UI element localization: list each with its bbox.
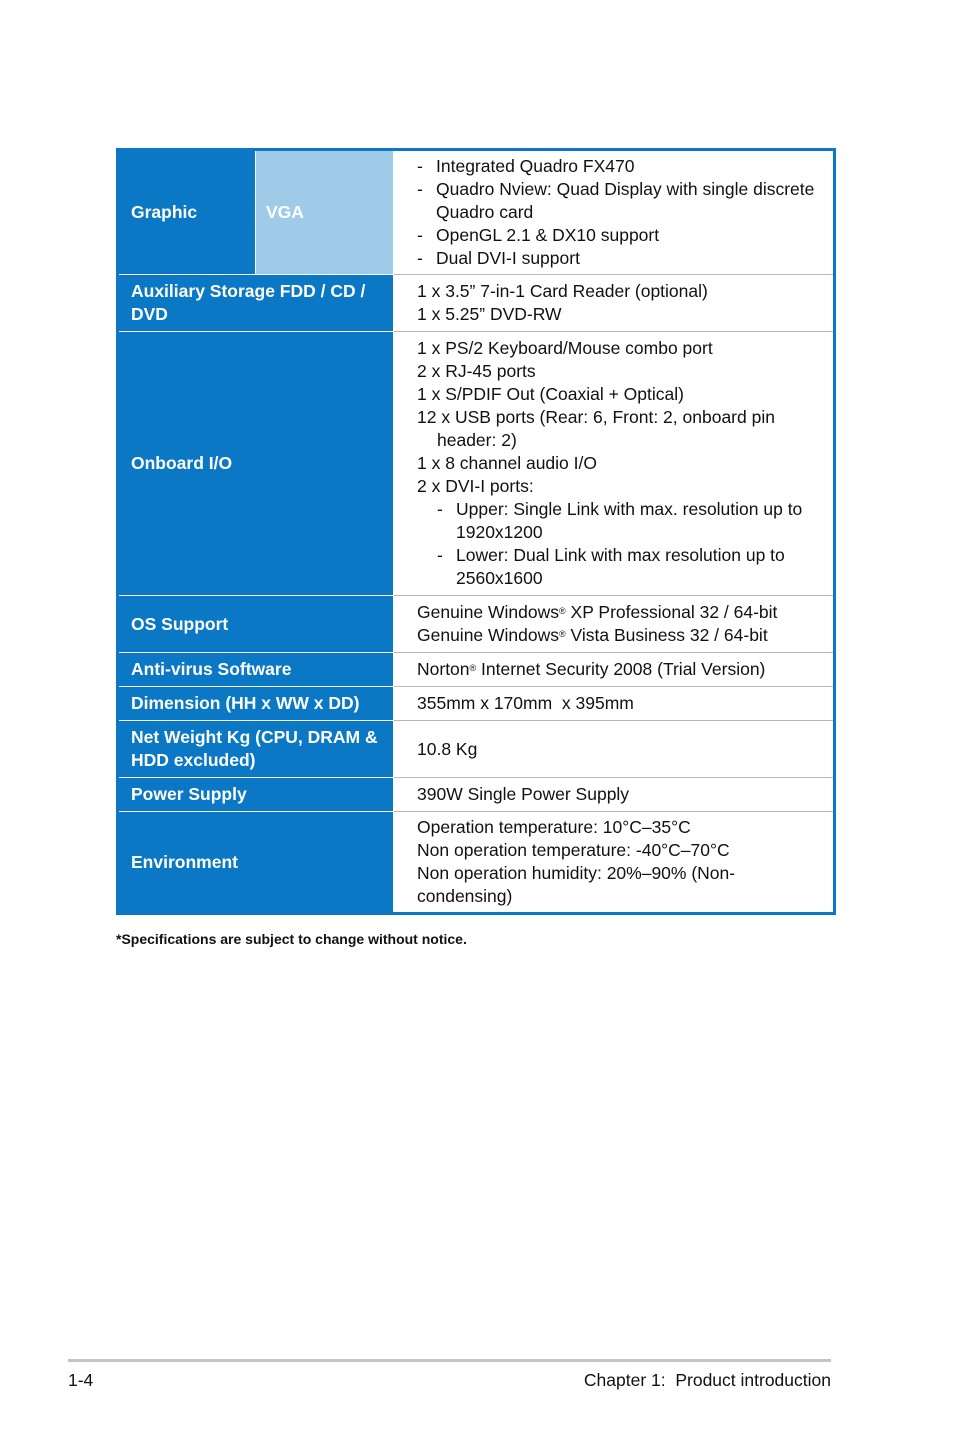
- row-aux-storage: [118, 275, 835, 332]
- list-item: Operation temperature: 10°C–35°C: [417, 817, 691, 837]
- list-item: 2 x DVI-I ports:: [417, 476, 534, 496]
- row-antivirus: [118, 653, 835, 687]
- list-item: 1 x PS/2 Keyboard/Mouse combo port: [417, 338, 713, 358]
- footnote: *Specifications are subject to change without notice.: [116, 931, 467, 947]
- value-environment: [394, 812, 835, 914]
- row-os-support: [118, 596, 835, 653]
- list-item: 1 x 3.5” 7-in-1 Card Reader (optional): [417, 281, 708, 301]
- norton-text: Norton: [417, 659, 470, 679]
- value-dimension: 355mm x 170mm x 395mm: [394, 687, 835, 721]
- page-number: 1-4: [68, 1370, 94, 1390]
- registered-mark: ®: [559, 629, 566, 639]
- registered-mark: ®: [559, 606, 566, 616]
- list-item: [417, 601, 819, 624]
- row-graphic: [118, 150, 835, 275]
- specifications-table: [116, 148, 836, 915]
- chapter-title: Chapter 1: Product introduction: [583, 1370, 831, 1390]
- label-net-weight: Net Weight Kg (CPU, DRAM & HDD excluded): [118, 721, 394, 778]
- sub-list-item: - Lower: Dual Link with max resolution up to 2560x1600: [437, 544, 819, 590]
- sub-list-item: - Upper: Single Link with max. resolution up to 1920x1200: [437, 498, 819, 544]
- label-environment: Environment: [118, 812, 394, 914]
- os-windows-text: Genuine Windows: [417, 625, 560, 645]
- row-power-supply: [118, 778, 835, 812]
- label-power-supply: Power Supply: [118, 778, 394, 812]
- label-dimension: Dimension (HH x WW x DD): [118, 687, 394, 721]
- list-item: - OpenGL 2.1 & DX10 support: [417, 224, 819, 247]
- row-net-weight: [118, 721, 835, 778]
- footer-divider: [68, 1359, 831, 1362]
- value-onboard-io: [394, 332, 835, 596]
- list-item: 1 x 5.25” DVD-RW: [417, 304, 562, 324]
- label-vga: VGA: [256, 150, 394, 275]
- os-vista-text: Vista Business 32 / 64-bit: [565, 625, 768, 645]
- list-item: 1 x S/PDIF Out (Coaxial + Optical): [417, 384, 684, 404]
- label-graphic: Graphic: [118, 150, 256, 275]
- list-item: header: 2): [437, 430, 517, 450]
- value-aux-storage: [394, 275, 835, 332]
- label-onboard-io: Onboard I/O: [118, 332, 394, 596]
- label-os-support: OS Support: [118, 596, 394, 653]
- row-onboard-io: [118, 332, 835, 596]
- list-item: - Integrated Quadro FX470: [417, 155, 819, 178]
- value-os-support: [394, 596, 835, 653]
- list-item: [417, 624, 819, 647]
- row-environment: [118, 812, 835, 914]
- list-item: Non operation humidity: 20%–90% (Non-condensing): [417, 863, 736, 906]
- value-antivirus: [394, 653, 835, 687]
- label-aux-storage: Auxiliary Storage FDD / CD / DVD: [118, 275, 394, 332]
- antivirus-product-text: Internet Security 2008 (Trial Version): [476, 659, 766, 679]
- list-item: 12 x USB ports (Rear: 6, Front: 2, onboard pin: [417, 407, 775, 427]
- list-item: - Dual DVI-I support: [417, 247, 819, 270]
- list-item: 2 x RJ-45 ports: [417, 361, 536, 381]
- list-item: - Quadro Nview: Quad Display with single discrete Quadro card: [417, 178, 819, 224]
- value-net-weight: 10.8 Kg: [394, 721, 835, 778]
- row-dimension: [118, 687, 835, 721]
- value-graphic: [394, 150, 835, 275]
- label-antivirus: Anti-virus Software: [118, 653, 394, 687]
- value-power-supply: 390W Single Power Supply: [394, 778, 835, 812]
- list-item: 1 x 8 channel audio I/O: [417, 453, 597, 473]
- os-windows-text: Genuine Windows: [417, 602, 560, 622]
- os-xp-text: XP Professional 32 / 64-bit: [565, 602, 778, 622]
- list-item: Non operation temperature: -40°C–70°C: [417, 840, 730, 860]
- registered-mark: ®: [469, 663, 477, 673]
